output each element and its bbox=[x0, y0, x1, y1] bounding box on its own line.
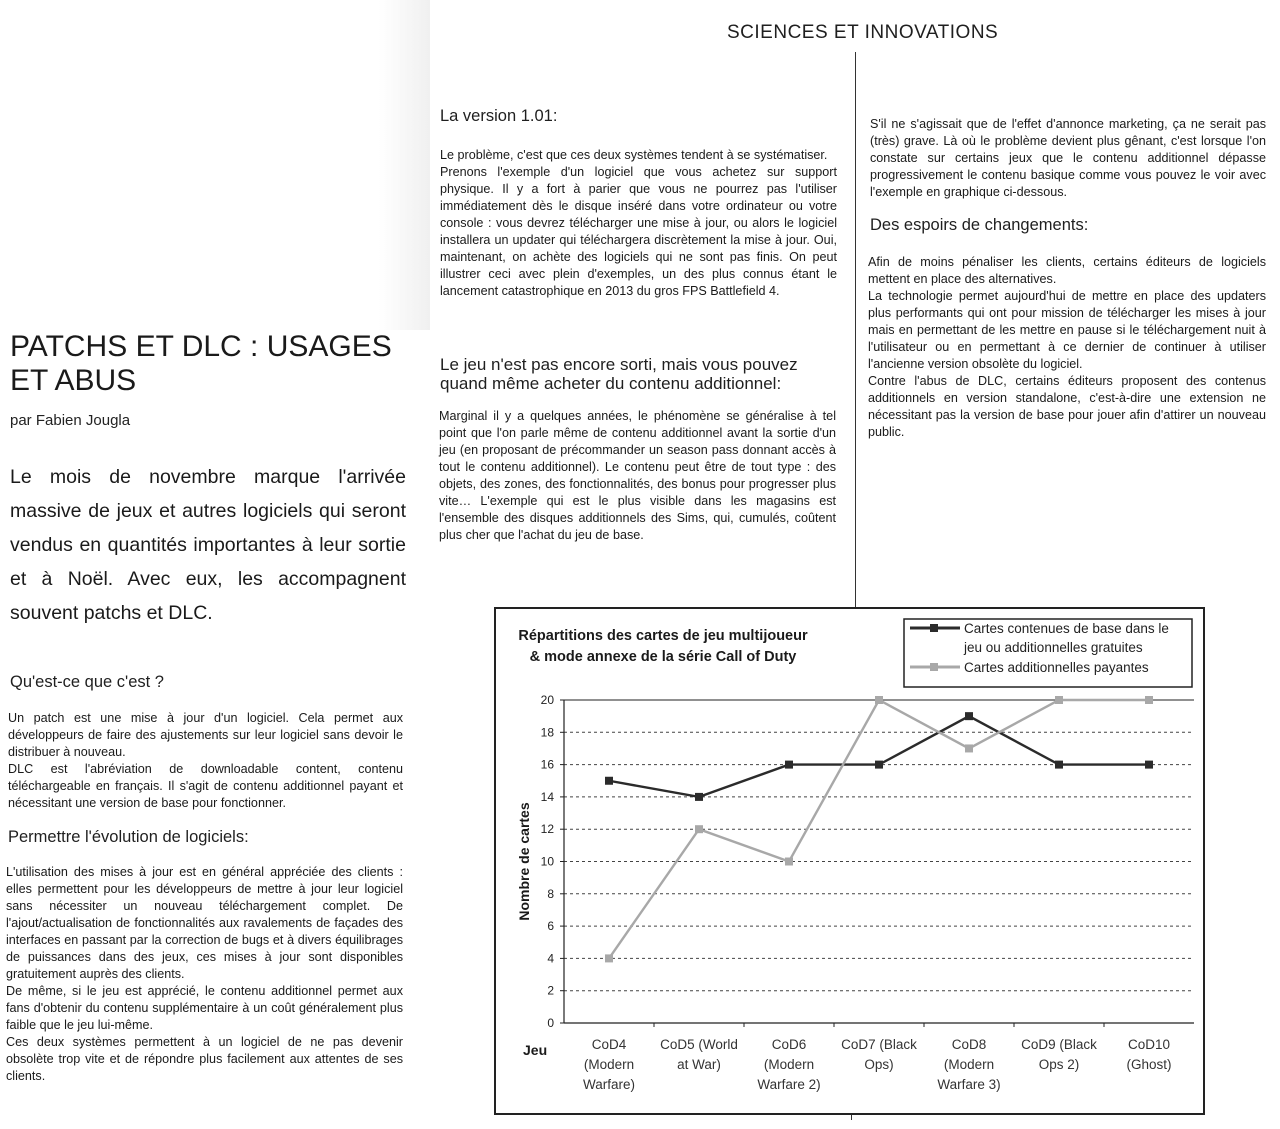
x-tick-label: CoD6 bbox=[771, 1037, 807, 1052]
data-point-paid-maps bbox=[785, 858, 793, 866]
column-divider bbox=[855, 52, 856, 612]
legend-swatch-marker bbox=[930, 624, 938, 632]
x-axis-label: Jeu bbox=[523, 1042, 548, 1058]
page-edge-shade bbox=[0, 0, 430, 330]
paragraph: S'il ne s'agissait que de l'effet d'annonce marketing, ça ne serait pas (très) grave. Là où le problème devient plus gênant, c'est lorsque l'on constate sur certains jeux que le contenu additionnel dépasse progressivement le contenu basique comme vous pouvez le voir avec l'exemple en graphique ci-dessous. bbox=[870, 117, 1266, 199]
data-point-free-maps bbox=[695, 793, 703, 801]
data-point-paid-maps bbox=[1055, 696, 1063, 704]
paragraph: Afin de moins pénaliser les clients, certains éditeurs de logiciels mettent en place des alternatives. bbox=[868, 255, 1266, 286]
legend-label: Cartes contenues de base dans le bbox=[964, 621, 1169, 636]
data-point-free-maps bbox=[1055, 761, 1063, 769]
y-tick-label: 0 bbox=[547, 1016, 554, 1030]
x-tick-label: CoD5 (World bbox=[660, 1037, 738, 1052]
y-tick-label: 20 bbox=[540, 693, 554, 707]
data-point-free-maps bbox=[875, 761, 883, 769]
chart-frame bbox=[494, 607, 1205, 1115]
paragraph: Ces deux systèmes permettent à un logiciel de ne pas devenir obsolète trop vite et de répondre plus facilement aux attentes de ses clients. bbox=[6, 1035, 403, 1083]
x-tick-label: (Modern bbox=[583, 1057, 635, 1072]
x-tick-label: at War) bbox=[677, 1057, 721, 1072]
x-tick-label: Ops) bbox=[864, 1057, 894, 1072]
x-tick-label: (Ghost) bbox=[1126, 1057, 1172, 1072]
section-body-version bbox=[440, 147, 837, 300]
legend-swatch-marker bbox=[930, 663, 938, 671]
section-heading-hopes: Des espoirs de changements: bbox=[870, 216, 1089, 234]
y-tick-label: 8 bbox=[547, 886, 554, 901]
section-body-marketing bbox=[870, 116, 1266, 201]
x-tick-label: Ops 2) bbox=[1038, 1057, 1080, 1072]
series-line-free-maps bbox=[609, 716, 1149, 797]
data-point-free-maps bbox=[785, 761, 793, 769]
y-tick-label: 14 bbox=[540, 789, 554, 804]
data-point-paid-maps bbox=[695, 825, 703, 833]
paragraph: L'utilisation des mises à jour est en général appréciée des clients : elles permettent pour les développeurs de mettre à jour leur logiciel sans nécessiter un nouveau téléchargement complet. De l'ajout/actualisation de fonctionnalités aux ravalements de façades des interfaces en passant par la correction de bugs et à divers équilibrages de puissances dans des jeux, ces mises à jour sont disponibles gratuitement auprès des clients. bbox=[6, 865, 403, 981]
legend-label: Cartes additionnelles payantes bbox=[964, 660, 1149, 675]
chart-title-line: & mode annexe de la série Call of Duty bbox=[529, 649, 797, 665]
data-point-free-maps bbox=[1145, 761, 1153, 769]
y-tick-label: 6 bbox=[547, 919, 554, 934]
paragraph: Prenons l'exemple d'un logiciel que vous achetez sur support physique. Il y a fort à parier que vous ne pourrez pas l'utiliser immédiatement dès le disque inséré dans votre ordinateur ou votre console : vous devrez télécharger une mise à jour, ou alors le logiciel installera un updater qui téléchargera discrètement la mise à jour. Oui, maintenant, on achète des logiciels qui ne sont pas finis. On peut illustrer ceci avec plein d'exemples, un des plus connus étant le lancement catastrophique en 2013 du gros FPS Battlefield 4. bbox=[440, 165, 837, 298]
x-tick-label: CoD10 bbox=[1127, 1037, 1171, 1052]
paragraph: Marginal il y a quelques années, le phénomène se généralise à tel point que l'on parle même de contenu additionnel avant la sortie d'un jeu (en proposant de précommander un season pass donnant accès à tout le contenu additionnel). Le contenu peut être de tout type : des objets, des zones, des fonctionnalités, des bonus pour progresser plus vite… L'exemple qui est le plus visible dans les magasins est l'ensemble des disques additionnels des Sims, qui, cumulés, coûtent plus cher que l'achat du jeu de base. bbox=[439, 409, 836, 542]
paragraph: La technologie permet aujourd'hui de mettre en place des updaters plus performants qui ont pour mission de télécharger les mises à jour mais en permettant de les mettre en pause si le téléchargement nuit à l'utilisateur ou en permettant à ce dernier de continuer à utiliser l'ancienne version obsolète du logiciel. bbox=[868, 289, 1266, 371]
y-tick-label: 2 bbox=[547, 983, 554, 998]
y-tick-label: 12 bbox=[540, 822, 554, 837]
x-tick-label: Warfare 2) bbox=[757, 1077, 821, 1092]
x-tick-label: (Modern bbox=[943, 1057, 995, 1072]
y-tick-label: 18 bbox=[540, 725, 554, 740]
section-header: SCIENCES ET INNOVATIONS bbox=[727, 22, 999, 43]
data-point-paid-maps bbox=[875, 696, 883, 704]
legend-label: jeu ou additionnelles gratuites bbox=[964, 640, 1143, 655]
x-tick-label: CoD8 bbox=[951, 1037, 987, 1052]
paragraph: Le problème, c'est que ces deux systèmes tendent à se systématiser. bbox=[440, 148, 828, 162]
section-body-hopes bbox=[868, 254, 1266, 441]
section-heading-version: La version 1.01: bbox=[440, 107, 558, 125]
section-heading-not-released: Le jeu n'est pas encore sorti, mais vous pouvez quand même acheter du contenu additionnel: bbox=[440, 355, 798, 393]
article-byline: par Fabien Jougla bbox=[10, 412, 131, 429]
article-title: PATCHS ET DLC : USAGES ET ABUS bbox=[10, 330, 392, 397]
chart-title-line: Répartitions des cartes de jeu multijoueur bbox=[518, 628, 808, 644]
data-point-paid-maps bbox=[1145, 696, 1153, 704]
y-tick-label: 16 bbox=[540, 757, 554, 772]
x-tick-label: Warfare) bbox=[582, 1077, 636, 1092]
paragraph: Un patch est une mise à jour d'un logiciel. Cela permet aux développeurs de faire des ajustements sur leur logiciel sans devoir le distribuer à nouveau. bbox=[8, 711, 403, 759]
paragraph: De même, si le jeu est apprécié, le contenu additionnel permet aux fans d'obtenir du contenu supplémentaire à un coût généralement plus faible que le jeu lui-même. bbox=[6, 984, 403, 1032]
article-lead: Le mois de novembre marque l'arrivée massive de jeux et autres logiciels qui seront vendus en quantités importantes à leur sortie et à Noël. Avec eux, les accompagnent souvent patchs et DLC. bbox=[10, 466, 406, 624]
section-heading-evolution: Permettre l'évolution de logiciels: bbox=[8, 828, 249, 846]
section-body-definition bbox=[8, 710, 403, 812]
data-point-free-maps bbox=[605, 777, 613, 785]
data-point-free-maps bbox=[965, 712, 973, 720]
x-tick-label: CoD4 bbox=[591, 1037, 627, 1052]
x-tick-label: (Modern bbox=[763, 1057, 815, 1072]
y-tick-label: 10 bbox=[540, 854, 554, 869]
section-heading-definition: Qu'est-ce que c'est ? bbox=[10, 673, 164, 691]
section-body-evolution bbox=[6, 864, 403, 1085]
y-axis-label: Nombre de cartes bbox=[516, 802, 532, 921]
y-tick-label: 4 bbox=[547, 951, 554, 966]
paragraph: Contre l'abus de DLC, certains éditeurs proposent des contenus additionnels en version standalone, c'est-à-dire une extension ne nécessitant pas la version de base pour jouer afin d'attirer un nouveau public. bbox=[868, 374, 1266, 439]
paragraph: DLC est l'abréviation de downloadable content, contenu téléchargeable en français. Il s'agit de contenu additionnel payant et nécessitant une version de base pour fonctionner. bbox=[8, 762, 403, 810]
x-tick-label: Warfare 3) bbox=[937, 1077, 1001, 1092]
x-tick-label: CoD9 (Black bbox=[1021, 1037, 1097, 1052]
chart-title bbox=[518, 628, 808, 665]
data-point-paid-maps bbox=[965, 744, 973, 752]
line-chart bbox=[496, 609, 1203, 1113]
x-tick-label: CoD7 (Black bbox=[841, 1037, 917, 1052]
section-body-not-released bbox=[439, 408, 836, 544]
data-point-paid-maps bbox=[605, 954, 613, 962]
